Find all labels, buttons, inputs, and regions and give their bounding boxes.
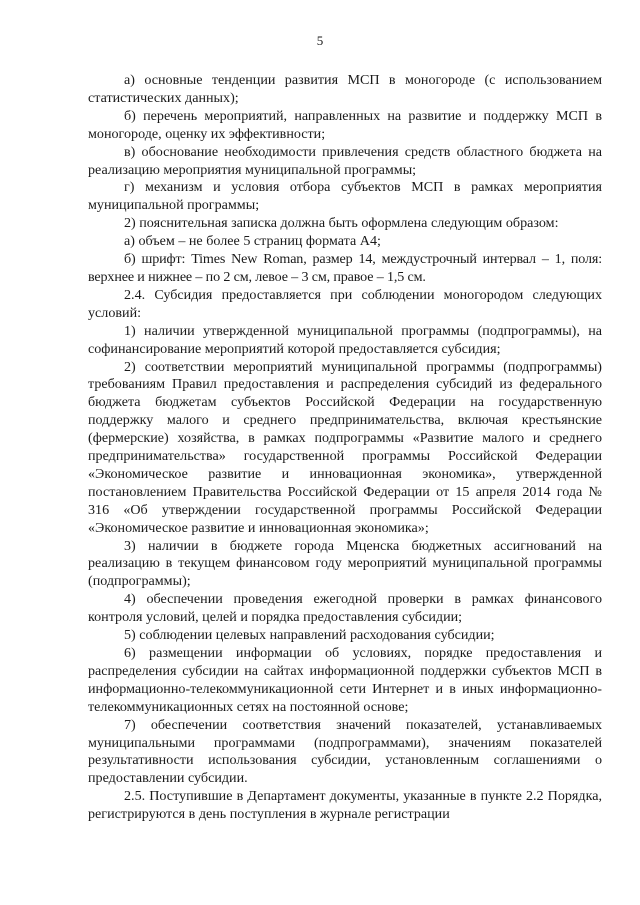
paragraph-font: б) шрифт: Times New Roman, размер 14, междустрочный интервал – 1, поля: верхнее и нижнее – по 2 см, левое – 3 см, правое – 1,5 см. <box>88 251 602 285</box>
paragraph-condition-6: 6) размещении информации об условиях, порядке предоставления и распределения субсидии на сайтах информационной поддержки субъектов МСП в информационно-телекоммуникационной сети Интернет и в иных информационно-телекоммуникационных сетях на постоянной основе; <box>88 645 602 715</box>
paragraph-volume: а) объем – не более 5 страниц формата А4; <box>124 233 381 250</box>
paragraph-section-2-5: 2.5. Поступившие в Департамент документы, указанные в пункте 2.2 Порядка, регистрируются в день поступления в журнале регистрации <box>88 788 602 823</box>
document-body <box>88 72 602 824</box>
paragraph-item-g: г) механизм и условия отбора субъектов МСП в рамках мероприятия муниципальной программы; <box>88 179 602 214</box>
page-number: 5 <box>316 33 324 48</box>
paragraph-section-2-4: 2.4. Субсидия предоставляется при соблюдении моногородом следующих условий: <box>88 286 602 321</box>
paragraph-condition-4: 4) обеспечении проведения ежегодной проверки в рамках финансового контроля условий, целей и порядка предоставления субсидии; <box>88 591 602 626</box>
paragraph-condition-1: 1) наличии утвержденной муниципальной программы (подпрограммы), на софинансирование мероприятий которой предоставляется субсидия; <box>88 322 602 357</box>
paragraph-item-b: б) перечень мероприятий, направленных на развитие и поддержку МСП в моногороде, оценку их эффективности; <box>88 107 602 142</box>
paragraph-item-v: в) обоснование необходимости привлечения средств областного бюджета на реализацию мероприятия муниципальной программы; <box>88 143 602 178</box>
paragraph-item-a: а) основные тенденции развития МСП в моногороде (с использованием статистических данных); <box>88 72 602 106</box>
paragraph-condition-2: 2) соответствии мероприятий муниципальной программы (подпрограммы) требованиям Правил предоставления и распределения субсидий из федерального бюджета бюджетам субъектов Российской Федерации на государственную поддержку малого и среднего предпринимательства, включая крестьянские (фермерские) хозяйства, в рамках подпрограммы «Развитие малого и среднего предпринимательства» государственной программы Российской Федерации «Экономическое развитие и инновационная экономика», утвержденной постановлением Правительства Российской Федерации от 15 апреля 2014 года № 316 «Об утверждении государственной программы Российской Федерации «Экономическое развитие и инновационная экономика»; <box>88 358 602 536</box>
paragraph-condition-7: 7) обеспечении соответствия значений показателей, устанавливаемых муниципальными программами (подпрограммами), значениям показателей результативности использования субсидии, установленным соглашениями о предоставлении субсидии. <box>88 716 602 787</box>
paragraph-condition-3: 3) наличии в бюджете города Мценска бюджетных ассигнований на реализацию в текущем финансовом году мероприятий муниципальной программы (подпрограммы); <box>88 537 602 590</box>
paragraph-note-requirements: 2) пояснительная записка должна быть оформлена следующим образом: <box>124 215 559 232</box>
paragraph-condition-5: 5) соблюдении целевых направлений расходования субсидии; <box>124 627 495 644</box>
